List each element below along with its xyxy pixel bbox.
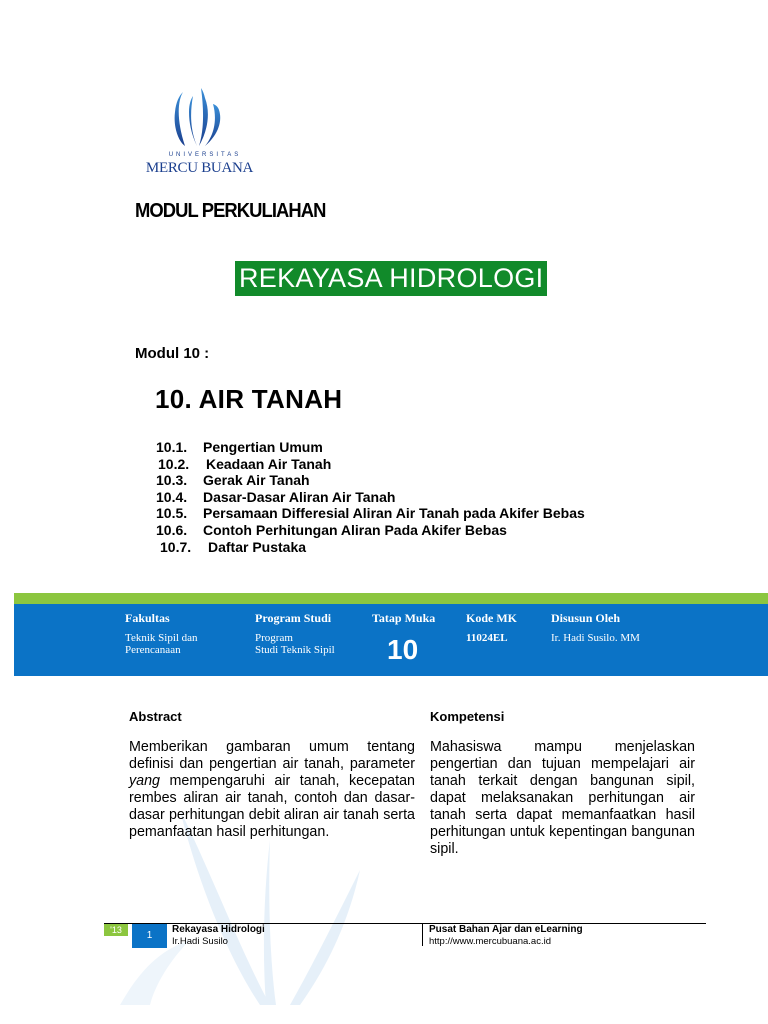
program-studi-label: Program Studi (255, 611, 332, 625)
toc-item (156, 439, 585, 456)
program-studi-line-2: Studi Teknik Sipil (255, 644, 335, 656)
fakultas-line-2: Perencanaan (125, 644, 181, 656)
toc-item-title: Persamaan Differesial Aliran Air Tanah pada Akifer Bebas (203, 505, 585, 522)
university-label: UNIVERSITAS (168, 152, 242, 158)
kompetensi-heading: Kompetensi (430, 709, 505, 724)
footer-center-title: Pusat Bahan Ajar dan eLearning (429, 924, 583, 935)
footer-year-badge: '13 (104, 924, 128, 936)
toc-item-number: 10.4. (156, 488, 188, 505)
toc-item (156, 539, 585, 556)
abstract-text-italic: yang (129, 773, 161, 789)
abstract-text-part-2: mempengaruhi air tanah, kecepatan rembes aliran air tanah, contoh dan dasar-dasar perhitungan debit aliran air tanah serta pemanfaatan hasil perhitungan. (129, 773, 415, 840)
toc-item-title: Daftar Pustaka (208, 538, 307, 555)
table-of-contents (156, 439, 585, 555)
toc-item (156, 489, 585, 506)
program-studi-line-1: Program (255, 632, 293, 644)
footer-url: http://www.mercubuana.ac.id (429, 936, 551, 947)
toc-item-number: 10.1. (156, 439, 188, 455)
chapter-title: 10. AIR TANAH (155, 384, 343, 414)
toc-item-number: 10.2. (158, 455, 190, 472)
toc-item-number: 10.3. (156, 472, 188, 489)
footer-page-number: 1 (132, 924, 167, 948)
program-studi-value (255, 632, 335, 656)
footer-author: Ir.Hadi Susilo (172, 936, 228, 947)
modul-perkuliahan-heading: MODUL PERKULIAHAN (135, 200, 326, 222)
university-name: MERCU BUANA (145, 160, 254, 176)
disusun-oleh-label: Disusun Oleh (551, 611, 621, 625)
footer-course: Rekayasa Hidrologi (172, 924, 265, 935)
abstract-text-part-1: Memberikan gambaran umum tentang definisi dan pengertian air tanah, parameter (129, 739, 415, 772)
toc-item (156, 505, 585, 522)
course-title: REKAYASA HIDROLOGI (235, 261, 547, 296)
fakultas-label: Fakultas (125, 611, 170, 625)
toc-item-title: Pengertian Umum (203, 439, 323, 455)
toc-item (156, 456, 585, 473)
toc-item (156, 472, 585, 489)
tatap-muka-label: Tatap Muka (372, 611, 436, 625)
abstract-heading: Abstract (129, 709, 182, 724)
fakultas-value (125, 632, 198, 656)
toc-item-title: Gerak Air Tanah (203, 472, 310, 489)
kode-mk-label: Kode MK (466, 611, 517, 625)
toc-item (156, 522, 585, 539)
toc-item-title: Keadaan Air Tanah (206, 455, 332, 472)
info-band-green-stripe (14, 593, 768, 604)
toc-item-title: Dasar-Dasar Aliran Air Tanah (203, 488, 396, 505)
kompetensi-text: Mahasiswa mampu menjelaskan pengertian dan tujuan mempelajari air tanah terkait dengan bangunan sipil, dapat melaksanakan perhitungan air tanah serta dapat memanfaatkan hasil perhitungan untuk kepentingan bangunan sipil. (430, 739, 695, 857)
abstract-text (129, 739, 415, 841)
fakultas-line-1: Teknik Sipil dan (125, 632, 198, 644)
toc-item-number: 10.5. (156, 505, 188, 522)
kode-mk-value: 11024EL (466, 632, 508, 644)
tatap-muka-value: 10 (387, 634, 419, 665)
disusun-oleh-value: Ir. Hadi Susilo. MM (551, 632, 640, 644)
toc-item-number: 10.6. (156, 521, 188, 538)
footer-separator (422, 924, 423, 946)
toc-item-title: Contoh Perhitungan Aliran Pada Akifer Bebas (203, 521, 507, 538)
toc-item-number: 10.7. (160, 538, 192, 555)
modul-label: Modul 10 : (135, 345, 210, 362)
